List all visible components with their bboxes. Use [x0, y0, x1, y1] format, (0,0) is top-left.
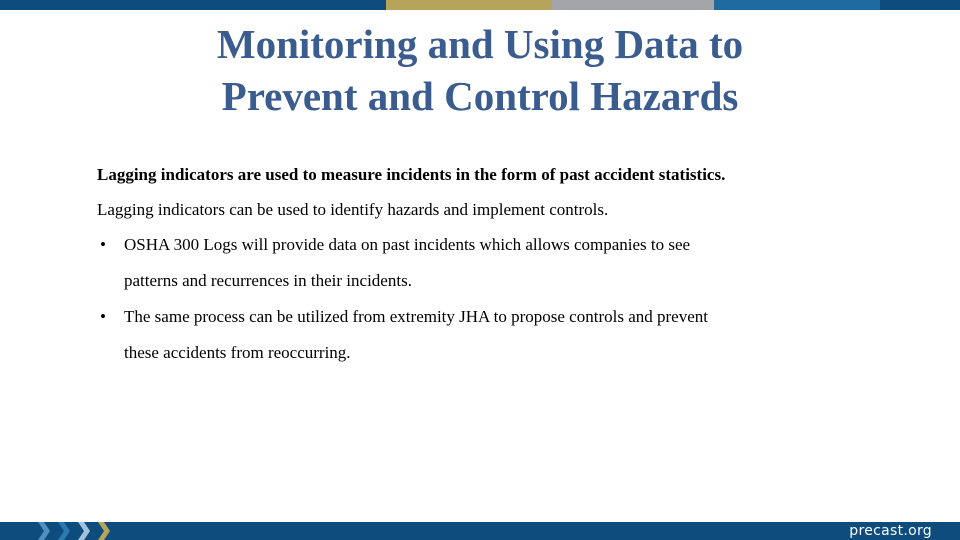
bullet-marker: • [100, 235, 106, 254]
bullet-1-line2: patterns and recurrences in their incidents. [124, 271, 412, 290]
intro-bold-text: Lagging indicators are used to measure incidents in the form of past accident statistics. [97, 165, 726, 184]
top-bar-segment-blue [714, 0, 880, 10]
top-bar-segment-navy [0, 0, 386, 10]
slide-title-line2: Prevent and Control Hazards [221, 73, 739, 119]
bullet-2-line1: The same process can be utilized from extremity JHA to propose controls and prevent [124, 307, 708, 326]
chevron-light-icon [78, 522, 90, 540]
slide-title-line1: Monitoring and Using Data to [216, 21, 744, 67]
intro-text: Lagging indicators can be used to identify hazards and implement controls. [97, 200, 609, 219]
brand-logo-text: precast.org [849, 523, 932, 539]
chevron-blue-icon [58, 522, 70, 540]
top-accent-bar [0, 0, 960, 10]
chevron-light-blue-icon [38, 522, 50, 540]
top-bar-segment-gold [386, 0, 552, 10]
bullet-1-line1: OSHA 300 Logs will provide data on past incidents which allows companies to see [124, 235, 691, 254]
top-bar-segment-gray [552, 0, 714, 10]
bullet-marker: • [100, 307, 106, 326]
slide-title [0, 18, 960, 122]
bullet-2-line2: these accidents from reoccurring. [124, 343, 351, 362]
top-bar-segment-navy-right [880, 0, 960, 10]
chevron-gold-icon [98, 522, 110, 540]
bottom-footer-bar [0, 522, 960, 540]
